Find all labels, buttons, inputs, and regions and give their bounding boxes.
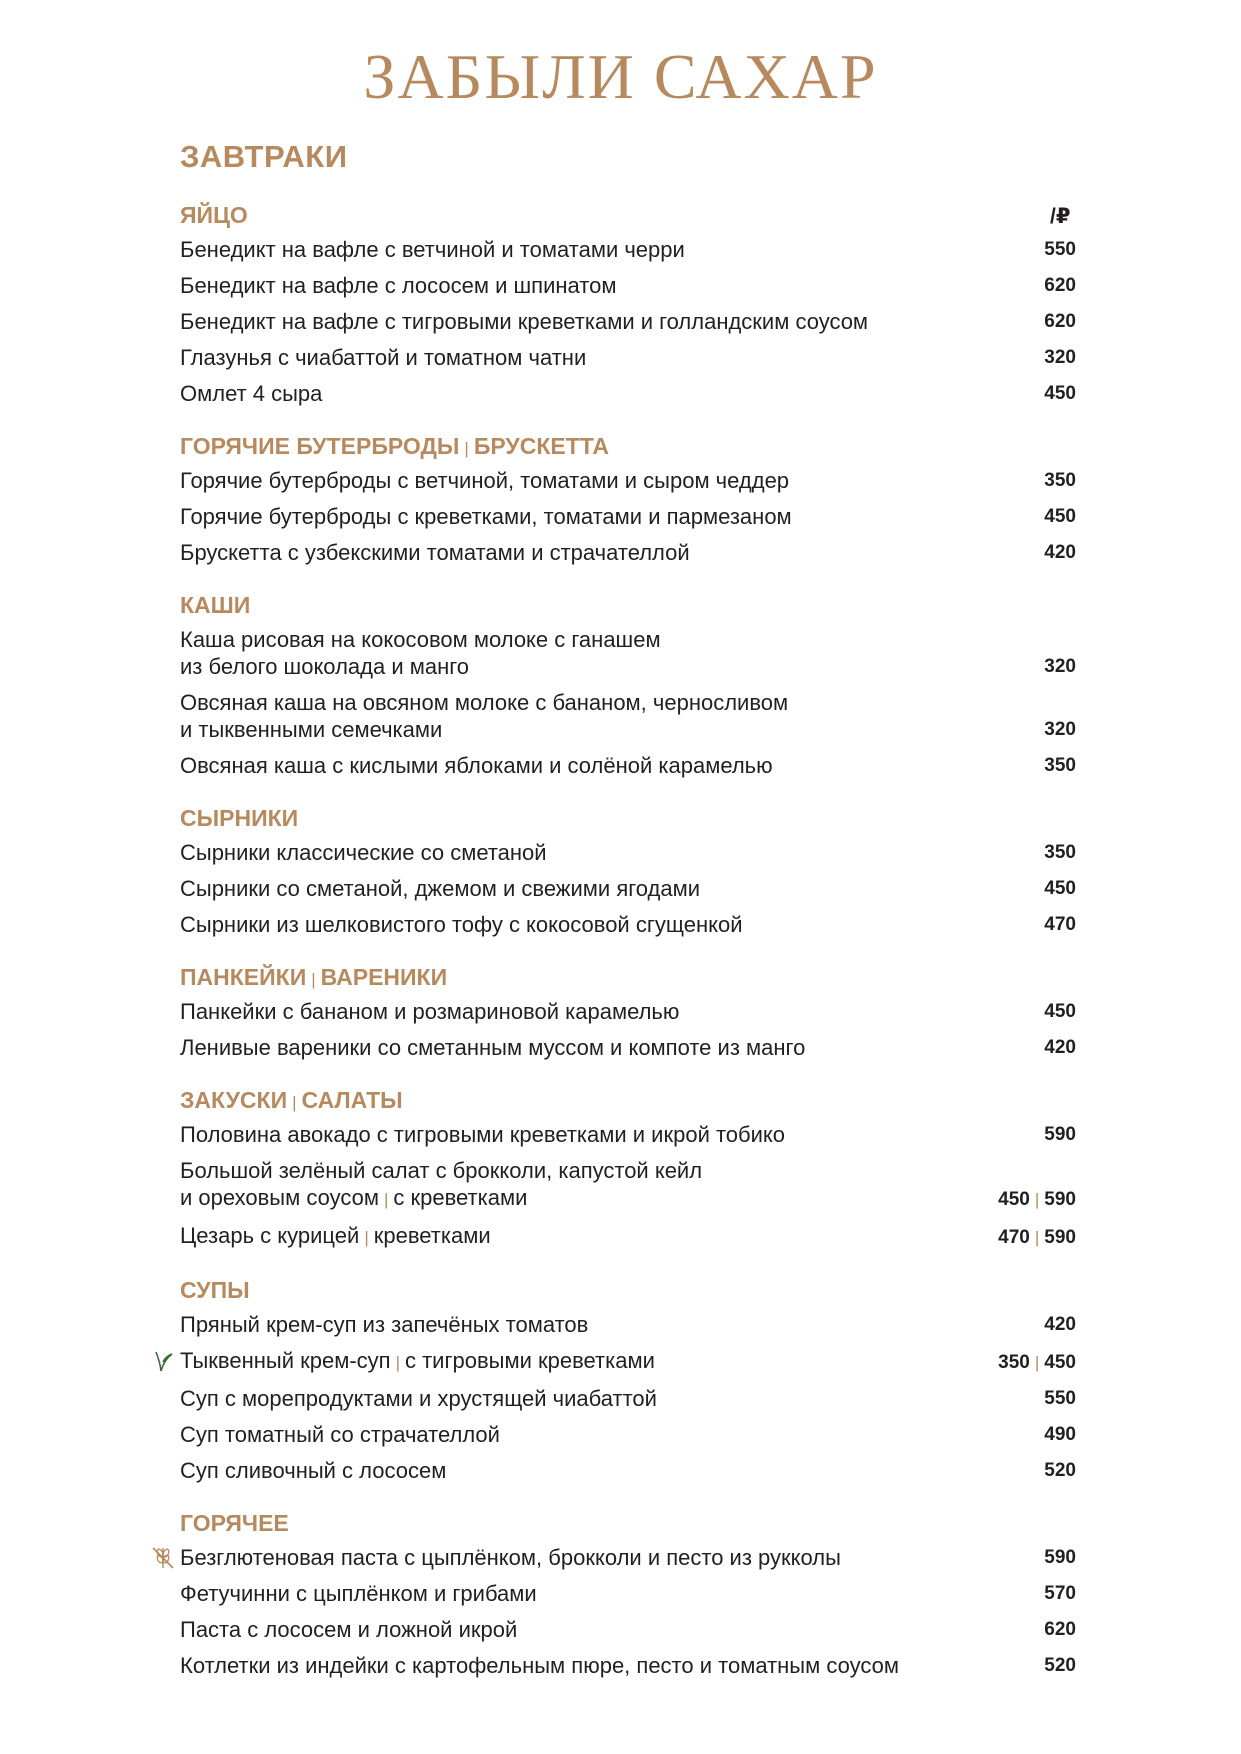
menu-item (180, 1421, 1076, 1448)
item-name-line: Тыквенный крем-суп (180, 1348, 391, 1373)
item-price (1044, 308, 1076, 335)
item-price (1044, 752, 1076, 779)
price-value: 470 (998, 1227, 1030, 1248)
item-name-line-2-text: и ореховым соусом (180, 1185, 379, 1210)
item-name (180, 1157, 998, 1213)
item-name (180, 1385, 1044, 1412)
menu-section (180, 803, 1076, 938)
item-price (1044, 1121, 1076, 1148)
separator: | (395, 1353, 400, 1372)
menu-section (180, 1085, 1076, 1251)
item-name-line: Каша рисовая на кокосовом молоке с ганашем (180, 627, 661, 652)
item-name (180, 272, 1044, 299)
item-price (1044, 998, 1076, 1025)
item-price (1044, 1457, 1076, 1484)
price-value: 350 (1044, 842, 1076, 863)
item-price (1044, 503, 1076, 530)
section-title-text-2: САЛАТЫ (301, 1087, 403, 1113)
price-value: 450 (1044, 878, 1076, 899)
menu-item (180, 1311, 1076, 1338)
item-name-line: Суп с морепродуктами и хрустящей чиабаттой (180, 1386, 657, 1411)
item-name (180, 1421, 1044, 1448)
menu-section (180, 590, 1076, 779)
section-title-text: ЗАКУСКИ (180, 1087, 288, 1113)
item-price (998, 1186, 1076, 1213)
item-price (1044, 1652, 1076, 1679)
item-name-line: Сырники классические со сметаной (180, 840, 547, 865)
item-name-line: Безглютеновая паста с цыплёнком, брокколи и песто из рукколы (180, 1545, 841, 1570)
price-value: 620 (1044, 275, 1076, 296)
item-price (1044, 1385, 1076, 1412)
menu-section (180, 962, 1076, 1061)
item-name (180, 503, 1044, 530)
item-name (180, 1034, 1044, 1061)
separator: | (464, 439, 469, 458)
item-price (1044, 911, 1076, 938)
price-value-2: 590 (1044, 1189, 1076, 1210)
menu-item (180, 839, 1076, 866)
item-price (1044, 1311, 1076, 1338)
menu-item (180, 1157, 1076, 1213)
section-title-text: ГОРЯЧЕЕ (180, 1510, 289, 1536)
item-name-line: Цезарь с курицей (180, 1223, 360, 1248)
price-value: 590 (1044, 1547, 1076, 1568)
menu-section (180, 200, 1076, 407)
price-value-2: 450 (1044, 1352, 1076, 1373)
section-title-text: СУПЫ (180, 1277, 250, 1303)
item-name (180, 689, 1044, 743)
menu-item (180, 236, 1076, 263)
item-price (1044, 1421, 1076, 1448)
separator: | (311, 970, 316, 989)
menu-item (180, 626, 1076, 680)
separator: | (1034, 1228, 1040, 1247)
item-name-line: Суп сливочный с лососем (180, 1458, 447, 1483)
section-title (180, 1275, 1076, 1305)
menu-list (180, 200, 1076, 1703)
item-name-line: Бенедикт на вафле с ветчиной и томатами черри (180, 237, 685, 262)
price-value-2: 590 (1044, 1227, 1076, 1248)
item-name (180, 1616, 1044, 1643)
price-value: 350 (998, 1352, 1030, 1373)
price-value: 520 (1044, 1460, 1076, 1481)
item-name (180, 1544, 1044, 1571)
item-name-line: Овсяная каша с кислыми яблоками и солёной карамелью (180, 753, 773, 778)
item-name-line: Сырники со сметаной, джемом и свежими ягодами (180, 876, 701, 901)
menu-item (180, 503, 1076, 530)
menu-item (180, 752, 1076, 779)
item-price (1044, 1034, 1076, 1061)
price-value: 320 (1044, 719, 1076, 740)
menu-item (180, 1457, 1076, 1484)
item-name (180, 308, 1044, 335)
menu-section (180, 431, 1076, 566)
item-name-line: Горячие бутерброды с ветчиной, томатами и сыром чеддер (180, 468, 790, 493)
price-value: 550 (1044, 239, 1076, 260)
item-name-option: с креветками (393, 1185, 528, 1210)
section-title (180, 200, 1076, 230)
item-name-line: Котлетки из индейки с картофельным пюре, песто и томатным соусом (180, 1653, 899, 1678)
item-name (180, 752, 1044, 779)
section-title (180, 590, 1076, 620)
currency-label: /₽ (1050, 205, 1071, 228)
item-name (180, 467, 1044, 494)
separator: | (292, 1093, 297, 1112)
menu-subtitle: ЗАВТРАКИ (180, 139, 348, 174)
menu-item (180, 272, 1076, 299)
item-name (180, 626, 1044, 680)
menu-item (180, 539, 1076, 566)
vegan-leaf-icon (150, 1348, 176, 1374)
price-value: 450 (998, 1189, 1030, 1210)
price-value: 590 (1044, 1124, 1076, 1145)
item-price (1044, 467, 1076, 494)
price-value: 420 (1044, 1037, 1076, 1058)
item-name (180, 1121, 1044, 1148)
item-name (180, 539, 1044, 566)
item-name (180, 344, 1044, 371)
price-value: 320 (1044, 656, 1076, 677)
price-value: 350 (1044, 470, 1076, 491)
item-name-line-2-text: и тыквенными семечками (180, 717, 443, 742)
item-price (1044, 344, 1076, 371)
item-name-line: Суп томатный со страчателлой (180, 1422, 500, 1447)
price-value: 320 (1044, 347, 1076, 368)
menu-section (180, 1508, 1076, 1679)
price-value: 520 (1044, 1655, 1076, 1676)
item-price (1044, 272, 1076, 299)
item-name-line: Ленивые вареники со сметанным муссом и компоте из манго (180, 1035, 806, 1060)
item-name-line: Пряный крем-суп из запечёных томатов (180, 1312, 589, 1337)
item-name-line: Бенедикт на вафле с лососем и шпинатом (180, 273, 617, 298)
price-value: 350 (1044, 755, 1076, 776)
item-name-line-2-text: из белого шоколада и манго (180, 654, 470, 679)
separator: | (383, 1190, 389, 1209)
price-value: 450 (1044, 383, 1076, 404)
item-price (1044, 1616, 1076, 1643)
menu-item (180, 1121, 1076, 1148)
item-name-line: Фетучинни с цыплёнком и грибами (180, 1581, 537, 1606)
menu-item (180, 1222, 1076, 1251)
item-name (180, 1652, 1044, 1679)
item-name-line: Глазунья с чиабаттой и томатном чатни (180, 345, 587, 370)
menu-item (180, 1580, 1076, 1607)
menu-item (180, 1544, 1076, 1571)
item-price (998, 1224, 1076, 1251)
item-name (180, 1347, 998, 1376)
section-title (180, 431, 1076, 461)
item-name (180, 1222, 998, 1251)
item-name (180, 998, 1044, 1025)
price-value: 620 (1044, 1619, 1076, 1640)
item-name (180, 1311, 1044, 1338)
price-value: 550 (1044, 1388, 1076, 1409)
item-name-option: креветками (373, 1223, 491, 1248)
item-price (1044, 653, 1076, 680)
item-name-line: Бенедикт на вафле с тигровыми креветками и голландским соусом (180, 309, 869, 334)
menu-item (180, 689, 1076, 743)
item-name-line: Паста с лососем и ложной икрой (180, 1617, 518, 1642)
price-value: 570 (1044, 1583, 1076, 1604)
item-price (998, 1349, 1076, 1376)
menu-item (180, 344, 1076, 371)
price-value: 450 (1044, 1001, 1076, 1022)
menu-item (180, 308, 1076, 335)
price-value: 420 (1044, 1314, 1076, 1335)
item-name (180, 380, 1044, 407)
item-name (180, 839, 1044, 866)
item-name (180, 911, 1044, 938)
item-name-line-2 (180, 716, 1044, 743)
item-price (1044, 839, 1076, 866)
menu-item (180, 1652, 1076, 1679)
item-name (180, 875, 1044, 902)
section-title (180, 962, 1076, 992)
item-name-line: Половина авокадо с тигровыми креветками и икрой тобико (180, 1122, 786, 1147)
price-value: 450 (1044, 506, 1076, 527)
section-title-text: ПАНКЕЙКИ (180, 964, 307, 990)
menu-section (180, 1275, 1076, 1484)
separator: | (1034, 1190, 1040, 1209)
section-title (180, 1085, 1076, 1115)
item-name-line: Большой зелёный салат с брокколи, капустой кейл (180, 1158, 703, 1183)
menu-item (180, 380, 1076, 407)
menu-item (180, 1347, 1076, 1376)
item-name-line: Омлет 4 сыра (180, 381, 323, 406)
item-name (180, 1580, 1044, 1607)
menu-item (180, 875, 1076, 902)
item-name-line-2 (180, 1184, 998, 1213)
item-name-line-2 (180, 653, 1044, 680)
menu-item (180, 1034, 1076, 1061)
menu-item (180, 1616, 1076, 1643)
menu-item (180, 911, 1076, 938)
item-price (1044, 716, 1076, 743)
separator: | (1034, 1353, 1040, 1372)
menu-item (180, 998, 1076, 1025)
separator: | (364, 1228, 369, 1247)
price-value: 470 (1044, 914, 1076, 935)
restaurant-title: ЗАБЫЛИ САХАР (363, 41, 878, 112)
section-title (180, 803, 1076, 833)
price-value: 620 (1044, 311, 1076, 332)
section-title-text-2: ВАРЕНИКИ (320, 964, 448, 990)
section-title-text: ГОРЯЧИЕ БУТЕРБРОДЫ (180, 433, 460, 459)
section-title (180, 1508, 1076, 1538)
section-title-text: ЯЙЦО (180, 202, 248, 228)
item-name (180, 1457, 1044, 1484)
section-title-text: КАШИ (180, 592, 251, 618)
item-name-line: Брускетта с узбекскими томатами и страчателлой (180, 540, 690, 565)
item-price (1044, 539, 1076, 566)
item-name-line: Овсяная каша на овсяном молоке с бананом, черносливом (180, 690, 789, 715)
item-name (180, 236, 1044, 263)
item-price (1044, 875, 1076, 902)
item-name-line: Панкейки с бананом и розмариновой карамелью (180, 999, 680, 1024)
section-title-text: СЫРНИКИ (180, 805, 299, 831)
gluten-free-icon (150, 1545, 176, 1571)
item-price (1044, 1580, 1076, 1607)
menu-item (180, 1385, 1076, 1412)
item-price (1044, 236, 1076, 263)
item-price (1044, 1544, 1076, 1571)
section-title-text-2: БРУСКЕТТА (473, 433, 609, 459)
item-name-line: Горячие бутерброды с креветками, томатами и пармезаном (180, 504, 792, 529)
price-value: 490 (1044, 1424, 1076, 1445)
item-name-option: с тигровыми креветками (404, 1348, 655, 1373)
menu-item (180, 467, 1076, 494)
price-value: 420 (1044, 542, 1076, 563)
item-name-line: Сырники из шелковистого тофу с кокосовой сгущенкой (180, 912, 743, 937)
item-price (1044, 380, 1076, 407)
